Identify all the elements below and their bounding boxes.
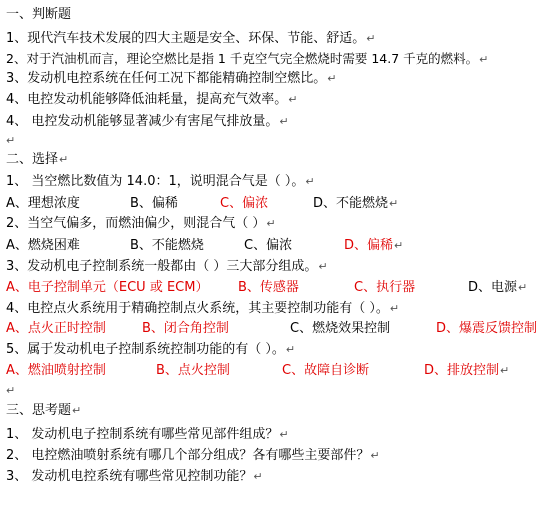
q1-options bbox=[6, 195, 554, 213]
q5-stem: 5、属于发动机电子控制系统控制功能的有（ ）。↵ bbox=[6, 342, 296, 357]
paragraph-mark-icon: ↵ bbox=[479, 53, 489, 66]
paragraph-mark-icon: ↵ bbox=[279, 428, 289, 441]
q1-stem: 1、 当空燃比数值为 14.0：1，说明混合气是（ ）。↵ bbox=[6, 174, 315, 189]
q5-options bbox=[6, 362, 554, 380]
paragraph-mark-icon: ↵ bbox=[327, 72, 337, 85]
section1-heading: 一、判断题 bbox=[6, 7, 72, 22]
q1-option-c-answer: C、偏浓 bbox=[220, 196, 269, 211]
paragraph-mark-icon: ↵ bbox=[285, 343, 296, 356]
paragraph-mark-icon: ↵ bbox=[72, 404, 82, 417]
q2-option-b: B、不能燃烧 bbox=[130, 238, 204, 253]
q3-option-a-answer: A、电子控制单元（ECU 或 ECM） bbox=[6, 280, 209, 295]
think-item-2: 2、 电控燃油喷射系统有哪几个部分组成？各有哪些主要部件？↵ bbox=[6, 448, 380, 463]
q3-option-c-answer: C、执行器 bbox=[354, 280, 416, 295]
section3-heading: 三、思考题↵ bbox=[6, 403, 82, 418]
think-item-3: 3、 发动机电控系统有哪些常见控制功能？↵ bbox=[6, 469, 263, 484]
q4-options bbox=[6, 320, 554, 338]
q2-option-d-answer: D、偏稀↵ bbox=[344, 238, 404, 253]
q5-option-d-answer: D、排放控制↵ bbox=[424, 363, 510, 378]
q2-options bbox=[6, 237, 554, 255]
q2-stem: 2、当空气偏多，而燃油偏少，则混合气（ ）↵ bbox=[6, 216, 276, 231]
q5-option-a-answer: A、燃油喷射控制 bbox=[6, 363, 106, 378]
paragraph-mark-icon: ↵ bbox=[389, 197, 399, 210]
judge-item-1: 1、现代汽车技术发展的四大主题是安全、环保、节能、舒适。↵ bbox=[6, 31, 376, 46]
q4-option-b-answer: B、闭合角控制 bbox=[142, 321, 229, 336]
paragraph-mark-icon: ↵ bbox=[370, 449, 380, 462]
q5-option-b-answer: B、点火控制 bbox=[156, 363, 230, 378]
empty-paragraph-mark-icon: ↵ bbox=[6, 134, 16, 147]
q4-option-a-answer: A、点火正时控制 bbox=[6, 321, 106, 336]
empty-paragraph-mark-icon: ↵ bbox=[6, 384, 16, 397]
paragraph-mark-icon: ↵ bbox=[288, 93, 298, 106]
paragraph-mark-icon: ↵ bbox=[266, 217, 276, 230]
paragraph-mark-icon: ↵ bbox=[318, 260, 328, 273]
paragraph-mark-icon: ↵ bbox=[305, 175, 315, 188]
section2-heading: 二、选择↵ bbox=[6, 152, 69, 167]
q3-options bbox=[6, 279, 554, 297]
q4-option-c: C、燃烧效果控制 bbox=[290, 321, 391, 336]
paragraph-mark-icon: ↵ bbox=[518, 281, 528, 294]
paragraph-mark-icon: ↵ bbox=[500, 364, 510, 377]
q1-option-b: B、偏稀 bbox=[130, 196, 178, 211]
judge-item-2: 2、对于汽油机而言，理论空燃比是指 1 千克空气完全燃烧时需要 14.7 千克的燃料。↵ bbox=[6, 51, 489, 66]
q4-stem: 4、电控点火系统用于精确控制点火系统，其主要控制功能有（ ）。↵ bbox=[6, 301, 400, 316]
paragraph-mark-icon: ↵ bbox=[59, 153, 69, 166]
think-item-1: 1、 发动机电子控制系统有哪些常见部件组成？↵ bbox=[6, 427, 289, 442]
paragraph-mark-icon: ↵ bbox=[279, 115, 289, 128]
q3-stem: 3、发动机电子控制系统一般都由（ ）三大部分组成。↵ bbox=[6, 259, 328, 274]
q1-option-d: D、不能燃烧↵ bbox=[313, 196, 399, 211]
paragraph-mark-icon: ↵ bbox=[253, 470, 263, 483]
q3-option-d: D、电源↵ bbox=[468, 280, 528, 295]
paragraph-mark-icon: ↵ bbox=[366, 32, 376, 45]
q2-option-c: C、偏浓 bbox=[244, 238, 293, 253]
q4-option-d-answer: D、爆震反馈控制 bbox=[436, 321, 538, 336]
q1-option-a: A、理想浓度 bbox=[6, 196, 80, 211]
q3-option-b-answer: B、传感器 bbox=[238, 280, 299, 295]
paragraph-mark-icon: ↵ bbox=[394, 239, 404, 252]
judge-item-5: 4、 电控发动机能够显著减少有害尾气排放量。↵ bbox=[6, 114, 289, 129]
q5-option-c-answer: C、故障自诊断 bbox=[282, 363, 370, 378]
q2-option-a: A、燃烧困难 bbox=[6, 238, 80, 253]
judge-item-3: 3、发动机电控系统在任何工况下都能精确控制空燃比。↵ bbox=[6, 71, 337, 86]
judge-item-4: 4、电控发动机能够降低油耗量，提高充气效率。↵ bbox=[6, 92, 298, 107]
paragraph-mark-icon: ↵ bbox=[389, 302, 400, 315]
